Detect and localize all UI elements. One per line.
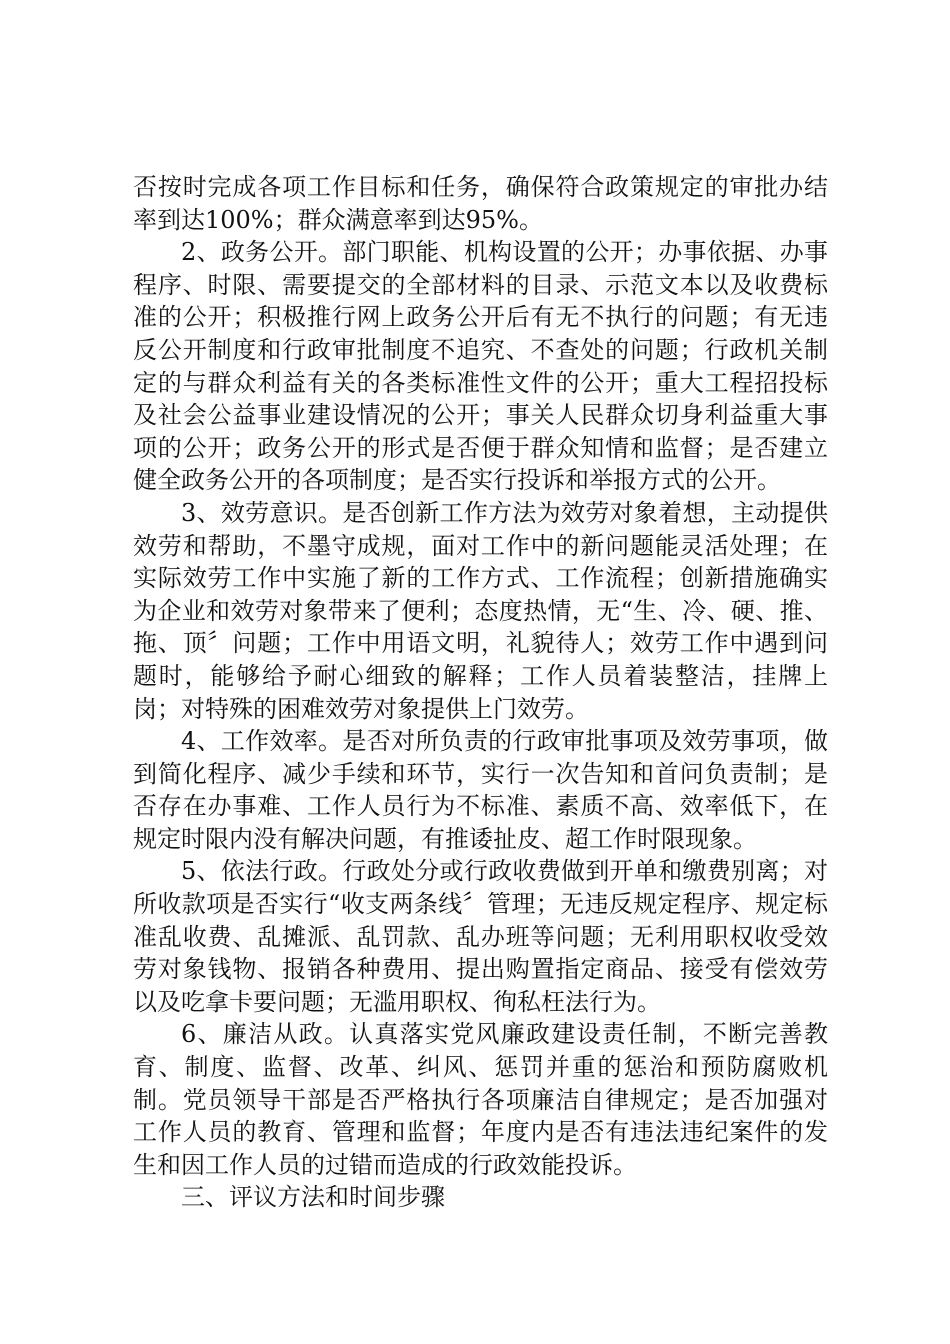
paragraph-work-efficiency: 4、工作效率。是否对所负责的行政审批事项及效劳事项，做到简化程序、减少手续和环节，实行一次告知和首问负责制；是否存在办事难、工作人员行为不标准、素质不高、效率低下，在规定时限内没有解决问题，有推诿扯皮、超工作时限现象。 <box>133 727 828 853</box>
paragraph-clean-governance: 6、廉洁从政。认真落实党风廉政建设责任制，不断完善教育、制度、监督、改革、纠风、惩罚并重的惩治和预防腐败机制。党员领导干部是否严格执行各项廉洁自律规定；是否加强对工作人员的教育、管理和监督；年度内是否有违法违纪案件的发生和因工作人员的过错而造成的行政效能投诉。 <box>133 1020 828 1179</box>
document-page <box>133 171 828 1214</box>
paragraph-lawful-administration: 5、依法行政。行政处分或行政收费做到开单和缴费别离；对所收款项是否实行“收支两条线〞管理；无违反规定程序、规定标准乱收费、乱摊派、乱罚款、乱办班等问题；无利用职权收受效劳对象钱物、报销各种费用、提出购置指定商品、接受有偿效劳以及吃拿卡要问题；无滥用职权、徇私枉法行为。 <box>133 857 828 1016</box>
paragraph-government-affairs-openness: 2、政务公开。部门职能、机构设置的公开；办事依据、办事程序、时限、需要提交的全部材料的目录、示范文本以及收费标准的公开；积极推行网上政务公开后有无不执行的问题；有无违反公开制度和行政审批制度不追究、不查处的问题；行政机关制定的与群众利益有关的各类标准性文件的公开；重大工程招投标及社会公益事业建设情况的公开；事关人民群众切身利益重大事项的公开；政务公开的形式是否便于群众知情和监督；是否建立健全政务公开的各项制度；是否实行投诉和举报方式的公开。 <box>133 238 828 495</box>
paragraph-service-awareness: 3、效劳意识。是否创新工作方法为效劳对象着想，主动提供效劳和帮助，不墨守成规，面对工作中的新问题能灵活处理；在实际效劳工作中实施了新的工作方式、工作流程；创新措施确实为企业和效劳对象带来了便利；态度热情，无“生、冷、硬、推、拖、顶〞问题；工作中用语文明，礼貌待人；效劳工作中遇到问题时，能够给予耐心细致的解释；工作人员着装整洁，挂牌上岗；对特殊的困难效劳对象提供上门效劳。 <box>133 498 828 723</box>
section-heading-evaluation-methods: 三、评议方法和时间步骤 <box>181 1183 445 1212</box>
paragraph-continuation: 否按时完成各项工作目标和任务，确保符合政策规定的审批办结率到达100%；群众满意率到达95%。 <box>133 173 828 234</box>
